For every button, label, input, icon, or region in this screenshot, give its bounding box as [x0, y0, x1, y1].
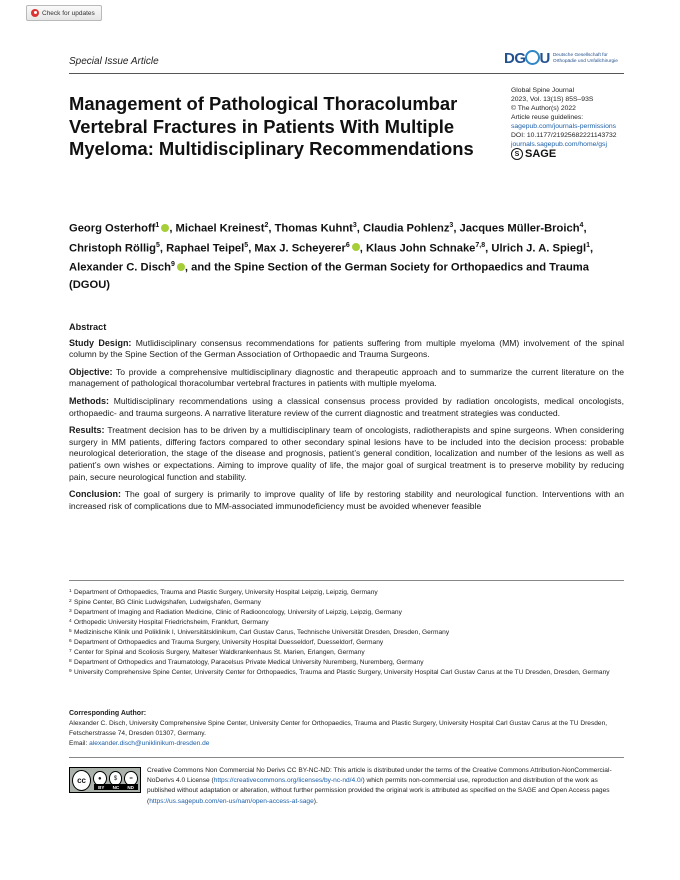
author-affiliation-number: 5 [244, 241, 249, 249]
author-separator: , [359, 242, 366, 255]
author-affiliation-number: 1 [586, 241, 590, 249]
affiliation-number: 9 [69, 669, 72, 674]
open-access-link[interactable]: https://us.sagepub.com/en-us/nam/open-access-at-sage [149, 797, 314, 805]
check-for-updates-label: Check for updates [42, 9, 95, 17]
author-separator: , [485, 242, 492, 255]
affiliation-number: 7 [69, 649, 72, 654]
corresponding-email-line: Email: alexander.disch@uniklinikum-dresden.de [69, 740, 210, 747]
license-text: Creative Commons Non Commercial No Derivs CC BY-NC-ND: This article is distributed under the terms of the Creative Commons Attribution-NonCommercial-NoDerivs 4.0 License (https://creativecommons.org/licenses/by-nc-nd/4.0/) which permits non-commercial use, reproduction and distribution of the work as published without adaptation or alteration, without further permission provided the original work is attributed as specified on the SAGE and Open Access pages (https://us.sagepub.com/en-us/nam/open-access-at-sage). [147, 767, 612, 805]
crossmark-icon [31, 9, 39, 17]
affiliation-item [69, 608, 629, 618]
journal-meta [511, 86, 617, 149]
abstract-section [69, 425, 624, 483]
article-type-label: Special Issue Article [69, 56, 159, 67]
affiliation-list [69, 588, 629, 678]
dgou-logo-mark: DG U [504, 50, 550, 67]
abstract-section-text: To provide a comprehensive multidisciplinary diagnostic and therapeutic approach and to summarize the current literature on the management of pathological thoracolumbar vertebral fractures in patients with multiple myeloma. [69, 366, 624, 389]
affiliation-text: University Comprehensive Spine Center, University Center for Orthopaedics, Trauma and Plastic Surgery, University Hospital Carl Gustav Carus at the TU Dresden, Dresden, Germany [74, 669, 610, 676]
affiliation-number: 4 [69, 619, 72, 624]
sage-logo: S SAGE [511, 148, 556, 160]
abstract-section [69, 489, 624, 512]
author-name: Thomas Kuhnt [274, 222, 353, 235]
author-name: Jacques Müller-Broich [459, 222, 580, 235]
abstract-section-label: Conclusion: [69, 489, 121, 500]
affiliation-item [69, 628, 629, 638]
author-affiliation-number: 6 [345, 241, 350, 249]
abstract-section [69, 338, 624, 361]
author-name: Michael Kreinest [175, 222, 265, 235]
abstract-section-text: Treatment decision has to be driven by a multidisciplinary team of oncologists, radiotherapists and spine surgeons. When considering surgery in MM patients, differing factors compared to other secondary spinal lesions have to be included into the decision process: probable neurological deterioration, the stage of the disease and prognosis, patient’s general condition, localization and number of the lesions as well as patient’s own wishes or expectations. Aiming to improve quality of life, the major goal of surgical treatment is to preserve mobility by reducing pain, secure neurological function and stability. [69, 425, 624, 482]
affiliation-item [69, 588, 629, 598]
abstract-section-label: Objective: [69, 366, 113, 377]
author-name: Raphael Teipel [166, 242, 245, 255]
corresponding-author [69, 709, 629, 749]
author-name: Claudia Pohlenz [363, 222, 450, 235]
abstract-section-text: The goal of surgery is primarily to improve quality of life by restoring stability and neurological function. Interventions with an increased risk of complications due to MM-associated immunodeficiency must be avoided whenever feasible [69, 489, 624, 511]
author-separator: , [583, 222, 587, 235]
author-name: Max J. Scheyerer [254, 242, 346, 255]
abstract-section-label: Methods: [69, 395, 109, 406]
copyright: © The Author(s) 2022 [511, 105, 576, 112]
author-affiliation-number: 3 [449, 222, 454, 229]
dgou-logo-text: Deutsche Gesellschaft für Orthopädie und Unfallchirurgie [552, 52, 618, 64]
affiliation-item [69, 668, 629, 678]
author-separator: , [169, 222, 176, 235]
author-name: Klaus John Schnake [365, 242, 476, 255]
by-person-icon: ● [93, 771, 107, 786]
affiliation-number: 6 [69, 639, 72, 644]
affiliation-text: Spine Center, BG Clinic Ludwigshafen, Ludwigshafen, Germany [74, 599, 261, 606]
author-list [69, 218, 629, 293]
affiliation-text: Department of Imaging and Radiation Medicine, Clinic of Radiooncology, University of Leipzig, Leipzig, Germany [74, 609, 402, 616]
author-separator: , [589, 242, 594, 255]
doi: DOI: 10.1177/21925682221143732 [511, 132, 617, 139]
affiliation-text: Department of Orthopedics and Traumatology, Paracelsus Private Medical University Nuremberg, Nuremberg, Germany [74, 659, 424, 666]
license-divider [69, 757, 624, 758]
sage-s-icon: S [511, 148, 523, 160]
abstract [69, 322, 624, 518]
author-affiliation-number: 5 [156, 241, 160, 249]
affiliation-item [69, 638, 629, 648]
dgou-ring-icon [525, 50, 540, 65]
journal-home-link[interactable]: journals.sagepub.com/home/gsj [511, 141, 607, 148]
author-separator: , [453, 222, 460, 235]
author-affiliation-number: 9 [170, 261, 175, 269]
affiliation-number: 8 [69, 659, 72, 664]
orcid-icon[interactable] [352, 243, 360, 251]
article-title: Management of Pathological Thoracolumbar Vertebral Fractures in Patients With Multiple Myeloma: Multidisciplinary Recommendations [69, 93, 474, 159]
affiliation-number: 3 [69, 609, 72, 614]
author-name: Christoph Röllig [69, 242, 157, 255]
abstract-section-text: Mutlidisciplinary consensus recommendations for patients suffering from multiple myeloma (MM) involvement of the spinal column by the Spine Section of the German Association of Orthopaedic and Trauma Surgeons. [69, 337, 624, 360]
affiliation-text: Medizinische Klinik und Poliklinik I, Universitätsklinikum, Carl Gustav Carus, Technische Universität Dresden, Dresden, Germany [74, 629, 450, 636]
affiliation-item [69, 658, 629, 668]
author-affiliation-number: 3 [352, 222, 357, 229]
abstract-section [69, 396, 624, 419]
author-name: Alexander C. Disch [69, 261, 171, 274]
affiliation-text: Orthopedic University Hospital Friedrichsheim, Frankfurt, Germany [74, 619, 269, 626]
cc-icon: cc [72, 770, 91, 791]
footnote-divider [69, 580, 624, 581]
affiliation-text: Center for Spinal and Scoliosis Surgery, Malteser Waldkrankenhaus St. Marien, Erlangen, Germany [74, 649, 365, 656]
author-separator: , and the Spine Section of the German Society for Orthopaedics and Trauma (DGOU) [69, 261, 589, 291]
affiliation-item [69, 618, 629, 628]
orcid-icon[interactable] [177, 263, 185, 271]
affiliation-number: 5 [69, 629, 72, 634]
dgou-logo [504, 50, 618, 67]
author-affiliation-number: 1 [155, 222, 160, 229]
nd-equal-icon: = [124, 771, 138, 786]
author-affiliation-number: 7,8 [475, 241, 486, 249]
author-affiliation-number: 2 [264, 222, 269, 229]
affiliation-text: Department of Orthopaedics, Trauma and Plastic Surgery, University Hospital Leipzig, Leipzig, Germany [74, 589, 378, 596]
abstract-section [69, 367, 624, 390]
author-name: Georg Osterhoff [69, 222, 156, 235]
affiliation-text: Department of Orthopaedics and Trauma Surgery, University Hospital Duesseldorf, Duesseldorf, Germany [74, 639, 384, 646]
header-divider [69, 73, 624, 74]
author-separator: , [248, 242, 255, 255]
author-separator: , [356, 222, 364, 235]
author-separator: , [268, 222, 275, 235]
abstract-section-text: Multidisciplinary recommendations using a classical consensus process provided by radiation oncologists, medical oncologists, orthopaedic- and trauma surgeons. A narrative literature review of the current diagnostic and treatment strategies was conducted. [69, 395, 624, 418]
author-separator: , [159, 242, 167, 255]
abstract-heading: Abstract [69, 322, 107, 332]
reuse-link[interactable]: sagepub.com/journals-permissions [511, 123, 617, 130]
affiliation-number: 2 [69, 599, 72, 604]
affiliation-item [69, 648, 629, 658]
license-link[interactable]: https://creativecommons.org/licenses/by-nc-nd/4.0/ [213, 777, 363, 785]
check-for-updates-button[interactable] [26, 5, 102, 21]
journal-citation: 2023, Vol. 13(1S) 85S–93S [511, 96, 594, 103]
author-affiliation-number: 4 [579, 222, 584, 229]
journal-name: Global Spine Journal [511, 87, 575, 94]
affiliation-number: 1 [69, 589, 72, 594]
abstract-section-label: Results: [69, 425, 105, 436]
reuse-label: Article reuse guidelines: [511, 114, 584, 121]
cc-strip: BY NC ND [94, 784, 138, 790]
nc-dollar-icon: $ [109, 771, 123, 786]
corresponding-label: Corresponding Author: [69, 710, 147, 717]
corresponding-email-link[interactable]: alexander.disch@uniklinikum-dresden.de [89, 740, 210, 747]
author-name: Ulrich J. A. Spiegl [491, 242, 587, 255]
cc-license-badge[interactable] [69, 767, 141, 793]
abstract-section-label: Study Design: [69, 337, 132, 348]
corresponding-address: Alexander C. Disch, University Comprehensive Spine Center, University Center for Orthopaedics, Trauma and Plastic Surgery, University Hospital Carl Gustav Carus at the TU Dresden, Fetscherstrasse 74, Dresden 01307, Germany. [69, 720, 608, 737]
affiliation-item [69, 598, 629, 608]
